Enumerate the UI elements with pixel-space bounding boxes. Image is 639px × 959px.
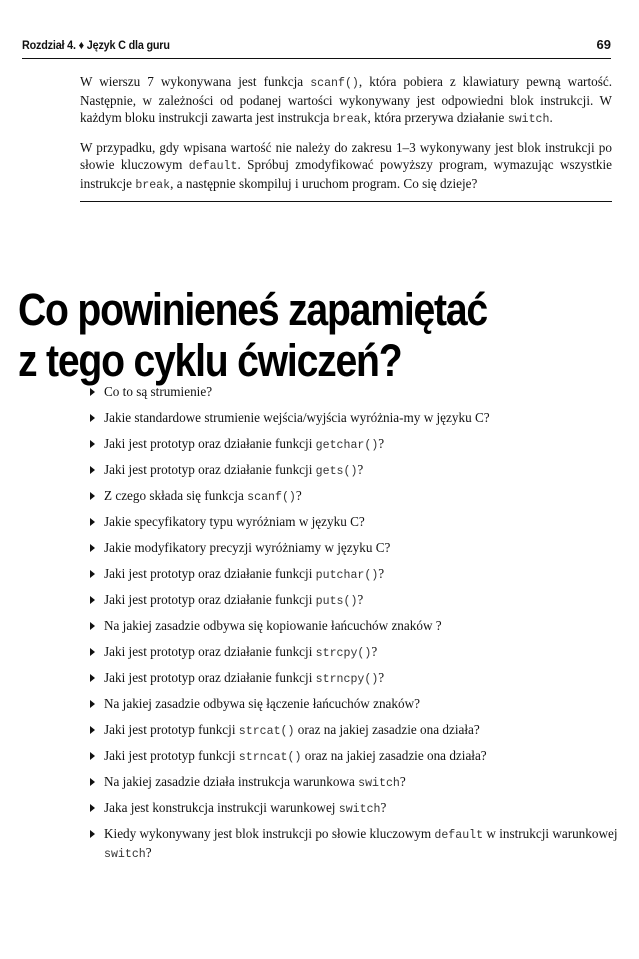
bullet-icon [90, 388, 95, 396]
bullet-icon [90, 700, 95, 708]
question-text: Jaki jest prototyp oraz działanie funkcji strcpy()? [104, 644, 378, 660]
list-item [90, 617, 620, 643]
bullet-icon [90, 596, 95, 604]
bullet-icon [90, 440, 95, 448]
note-paragraph: W wierszu 7 wykonywana jest funkcja scanf(), która pobiera z klawiatury pewną wartość. Następnie, w zależności od podanej wartości wykonywany jest odpowiedni blok instrukcji. W każdym bloku instrukcji zawarta jest instrukcja break, która przerywa działanie switch. [80, 74, 612, 126]
list-item [90, 799, 620, 825]
question-text: Jakie specyfikatory typu wyróżniam w języku C? [104, 514, 365, 529]
code-keyword: scanf() [310, 77, 359, 90]
code-keyword: puts() [315, 595, 358, 608]
bullet-icon [90, 544, 95, 552]
question-text: Jaka jest konstrukcja instrukcji warunkowej switch? [104, 800, 387, 816]
code-keyword: break [332, 113, 368, 126]
question-text: Jaki jest prototyp oraz działanie funkcji gets()? [104, 462, 364, 478]
question-text: Jaki jest prototyp oraz działanie funkcji puts()? [104, 592, 364, 608]
list-item [90, 695, 620, 721]
bullet-icon [90, 778, 95, 786]
question-text: Kiedy wykonywany jest blok instrukcji po słowie kluczowym default w instrukcji warunkowej switch? [104, 826, 618, 861]
code-keyword: strncat() [238, 751, 302, 764]
list-item [90, 513, 620, 539]
question-text: Jaki jest prototyp funkcji strcat() oraz na jakiej zasadzie ona działa? [104, 722, 480, 738]
list-item [90, 461, 620, 487]
bullet-icon [90, 752, 95, 760]
bullet-icon [90, 518, 95, 526]
chapter-title: Rozdział 4. ♦ Język C dla guru [22, 38, 170, 52]
list-item [90, 669, 620, 695]
bullet-icon [90, 674, 95, 682]
list-item [90, 487, 620, 513]
code-keyword: getchar() [315, 439, 379, 452]
running-header [22, 36, 611, 59]
section-heading [18, 284, 540, 386]
code-keyword: switch [358, 777, 400, 790]
bullet-icon [90, 492, 95, 500]
question-text: Z czego składa się funkcja scanf()? [104, 488, 302, 504]
bullet-icon [90, 414, 95, 422]
list-item [90, 539, 620, 565]
code-keyword: putchar() [315, 569, 379, 582]
question-text: Jakie modyfikatory precyzji wyróżniamy w języku C? [104, 540, 391, 555]
bullet-icon [90, 830, 95, 838]
list-item [90, 773, 620, 799]
page-number: 69 [596, 37, 611, 52]
question-text: Jakie standardowe strumienie wejścia/wyjścia wyróżnia-my w języku C? [104, 410, 490, 425]
code-keyword: switch [104, 848, 146, 861]
list-item [90, 825, 620, 865]
question-text: Na jakiej zasadzie działa instrukcja warunkowa switch? [104, 774, 406, 790]
section-heading-line: Co powinieneś zapamiętać [18, 284, 487, 335]
code-keyword: switch [507, 113, 550, 126]
list-item [90, 643, 620, 669]
bullet-icon [90, 466, 95, 474]
code-keyword: strcpy() [315, 647, 372, 660]
section-heading-line: z tego cyklu ćwiczeń? [18, 335, 402, 386]
question-text: Jaki jest prototyp oraz działanie funkcji getchar()? [104, 436, 385, 452]
code-keyword: scanf() [247, 491, 296, 504]
bullet-icon [90, 804, 95, 812]
list-item [90, 591, 620, 617]
code-keyword: break [135, 179, 171, 192]
code-keyword: default [188, 160, 238, 173]
list-item [90, 435, 620, 461]
list-item [90, 565, 620, 591]
code-keyword: default [434, 829, 484, 842]
code-keyword: strncpy() [315, 673, 379, 686]
question-text: Na jakiej zasadzie odbywa się kopiowanie łańcuchów znaków ? [104, 618, 442, 633]
code-keyword: strcat() [238, 725, 295, 738]
code-keyword: switch [338, 803, 381, 816]
code-keyword: gets() [315, 465, 358, 478]
bullet-icon [90, 622, 95, 630]
note-paragraph: W przypadku, gdy wpisana wartość nie należy do zakresu 1–3 wykonywany jest blok instrukcji po słowie kluczowym default. Spróbuj zmodyfikować powyższy program, wymazując wszystkie instrukcje break, a następnie skompiluj i uruchom program. Co się dzieje? [80, 140, 612, 192]
list-item [90, 409, 620, 435]
question-text: Jaki jest prototyp funkcji strncat() oraz na jakiej zasadzie ona działa? [104, 748, 487, 764]
bullet-icon [90, 726, 95, 734]
bullet-icon [90, 648, 95, 656]
note-box [80, 73, 612, 202]
list-item [90, 383, 620, 409]
question-text: Co to są strumienie? [104, 384, 213, 399]
bullet-icon [90, 570, 95, 578]
question-text: Na jakiej zasadzie odbywa się łączenie łańcuchów znaków? [104, 696, 420, 711]
list-item [90, 721, 620, 747]
question-text: Jaki jest prototyp oraz działanie funkcji putchar()? [104, 566, 385, 582]
review-question-list [90, 383, 620, 865]
list-item [90, 747, 620, 773]
question-text: Jaki jest prototyp oraz działanie funkcji strncpy()? [104, 670, 385, 686]
